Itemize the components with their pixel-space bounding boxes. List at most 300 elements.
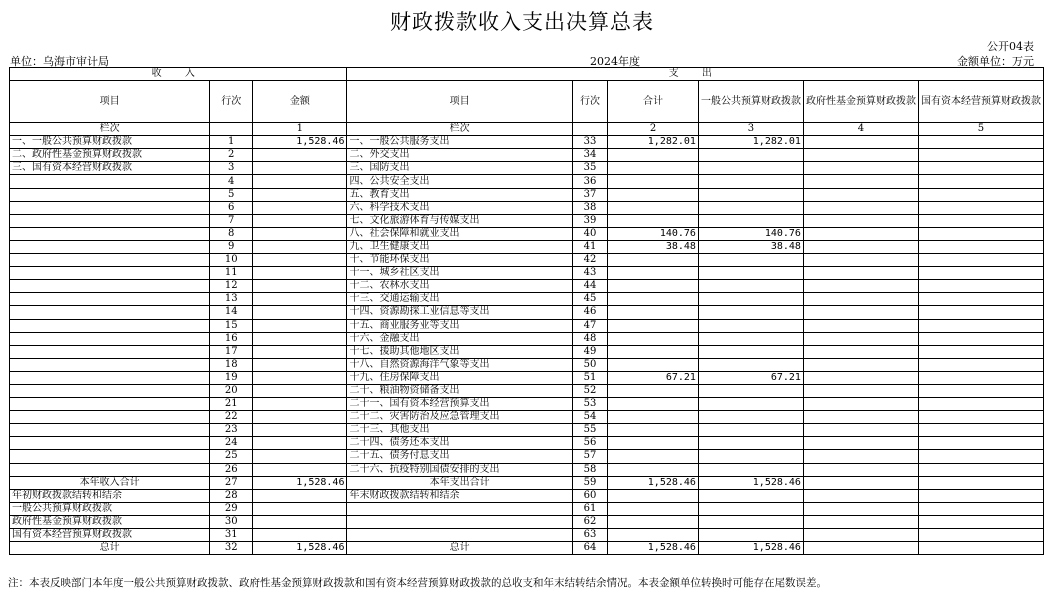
gov-fund-amount [803,201,918,214]
expense-row-no: 40 [572,227,607,240]
income-item: 一般公共预算财政拨款 [10,502,210,515]
income-row-no: 1 [210,136,253,149]
table-row [10,149,1044,162]
table-row [10,515,1044,528]
general-budget-amount [698,162,803,175]
expense-item: 十四、资源勘探工业信息等支出 [347,306,572,319]
income-item [10,384,210,397]
general-budget-amount [698,398,803,411]
general-budget-amount: 1,282.01 [698,136,803,149]
state-capital-amount [918,515,1043,528]
expense-total: 38.48 [608,240,699,253]
income-amount [253,437,347,450]
table-row [10,398,1044,411]
expense-row-no: 41 [572,240,607,253]
income-row-no: 26 [210,463,253,476]
gov-fund-amount [803,358,918,371]
expense-row-no: 45 [572,293,607,306]
income-item [10,175,210,188]
expense-item: 十、节能环保支出 [347,254,572,267]
gov-fund-amount [803,319,918,332]
state-capital-header: 国有资本经营预算财政拨款 [918,81,1043,123]
income-amount [253,214,347,227]
gov-fund-amount [803,398,918,411]
general-budget-amount [698,319,803,332]
state-capital-amount [918,332,1043,345]
form-number: 公开04表 [987,40,1034,53]
income-item: 一、一般公共预算财政拨款 [10,136,210,149]
income-amount [253,240,347,253]
column-label-cell [572,123,607,136]
gov-fund-amount [803,384,918,397]
table-row [10,358,1044,371]
income-item [10,240,210,253]
state-capital-amount [918,358,1043,371]
income-item: 国有资本经营预算财政拨款 [10,529,210,542]
gov-fund-amount [803,227,918,240]
expense-total [608,254,699,267]
column-number-2: 2 [608,123,699,136]
table-row [10,489,1044,502]
expense-item: 十六、金融支出 [347,332,572,345]
general-budget-header: 一般公共预算财政拨款 [698,81,803,123]
state-capital-amount [918,319,1043,332]
expense-item: 三、国防支出 [347,162,572,175]
income-item: 总计 [10,542,210,555]
expense-row-no: 63 [572,529,607,542]
gov-fund-amount [803,149,918,162]
general-budget-amount [698,424,803,437]
income-row-no: 28 [210,489,253,502]
table-row [10,227,1044,240]
expense-total [608,345,699,358]
column-label-cell: 栏次 [10,123,210,136]
expense-row-no: 53 [572,398,607,411]
expense-row-no: 36 [572,175,607,188]
footnote: 注：本表反映部门本年度一般公共预算财政拨款、政府性基金预算财政拨款和国有资本经营预算财政拨款的总收支和年末结转结余情况。本表金额单位转换时可能存在尾数误差。 [8,577,827,589]
expense-row-no: 64 [572,542,607,555]
expense-row-no: 61 [572,502,607,515]
general-budget-amount: 67.21 [698,371,803,384]
expense-item: 本年支出合计 [347,476,572,489]
expense-total [608,162,699,175]
state-capital-amount [918,502,1043,515]
expense-row-no: 48 [572,332,607,345]
reporting-unit: 单位：乌海市审计局 [10,55,109,68]
general-budget-amount [698,332,803,345]
gov-fund-amount [803,450,918,463]
expense-total [608,280,699,293]
income-amount [253,358,347,371]
income-item [10,188,210,201]
expense-row-no: 37 [572,188,607,201]
state-capital-amount [918,293,1043,306]
table-row [10,542,1044,555]
state-capital-amount [918,345,1043,358]
expense-row-no: 62 [572,515,607,528]
table-row [10,371,1044,384]
column-label-cell [210,123,253,136]
table-row [10,162,1044,175]
expense-row-no: 54 [572,411,607,424]
gov-fund-amount [803,214,918,227]
state-capital-amount [918,227,1043,240]
expense-row-no: 42 [572,254,607,267]
income-item [10,463,210,476]
general-budget-amount [698,437,803,450]
income-item-header: 项目 [10,81,210,123]
expense-item: 十九、住房保障支出 [347,371,572,384]
income-row-no: 30 [210,515,253,528]
state-capital-amount [918,162,1043,175]
gov-fund-amount [803,489,918,502]
gov-fund-amount [803,476,918,489]
state-capital-amount [918,411,1043,424]
gov-fund-amount [803,345,918,358]
income-amount [253,398,347,411]
gov-fund-amount [803,188,918,201]
expense-item: 年末财政拨款结转和结余 [347,489,572,502]
income-amount [253,280,347,293]
table-row [10,136,1044,149]
expense-item: 八、社会保障和就业支出 [347,227,572,240]
income-amount [253,411,347,424]
general-budget-amount [698,529,803,542]
expense-row-no: 47 [572,319,607,332]
expense-total [608,384,699,397]
expense-row-no: 35 [572,162,607,175]
expense-row-no: 33 [572,136,607,149]
expense-total [608,306,699,319]
expense-total: 67.21 [608,371,699,384]
income-item: 年初财政拨款结转和结余 [10,489,210,502]
expense-total [608,293,699,306]
expense-item: 二十二、灾害防治及应急管理支出 [347,411,572,424]
general-budget-amount [698,188,803,201]
state-capital-amount [918,306,1043,319]
state-capital-amount [918,398,1043,411]
state-capital-amount [918,384,1043,397]
expense-total [608,424,699,437]
expense-section-header: 支 出 [347,68,1044,81]
table-row [10,437,1044,450]
column-number-4: 4 [803,123,918,136]
expense-row-no: 57 [572,450,607,463]
state-capital-amount [918,529,1043,542]
expense-row-no: 50 [572,358,607,371]
income-row-no: 17 [210,345,253,358]
income-amount [253,345,347,358]
gov-fund-amount [803,424,918,437]
expense-row-no: 43 [572,267,607,280]
general-budget-amount [698,515,803,528]
expense-row-no: 39 [572,214,607,227]
income-amount [253,384,347,397]
general-budget-amount [698,306,803,319]
table-row [10,450,1044,463]
table-row [10,411,1044,424]
state-capital-amount [918,463,1043,476]
table-row [10,188,1044,201]
table-row [10,214,1044,227]
expense-item: 二十一、国有资本经营预算支出 [347,398,572,411]
income-row-no: 12 [210,280,253,293]
income-item [10,306,210,319]
income-item [10,358,210,371]
general-budget-amount [698,293,803,306]
income-row-no: 24 [210,437,253,450]
expense-total [608,411,699,424]
general-budget-amount [698,149,803,162]
gov-fund-amount [803,254,918,267]
state-capital-amount [918,437,1043,450]
income-row-no: 2 [210,149,253,162]
currency-unit: 金额单位：万元 [957,55,1034,68]
expense-item: 总计 [347,542,572,555]
expense-row-no-header: 行次 [572,81,607,123]
expense-item: 一、一般公共服务支出 [347,136,572,149]
general-budget-amount [698,345,803,358]
expense-total [608,175,699,188]
expense-item: 十三、交通运输支出 [347,293,572,306]
table-row [10,476,1044,489]
table-row [10,280,1044,293]
table-row [10,201,1044,214]
general-budget-amount [698,267,803,280]
table-row [10,502,1044,515]
expense-item: 七、文化旅游体育与传媒支出 [347,214,572,227]
general-budget-amount [698,201,803,214]
expense-total: 140.76 [608,227,699,240]
expense-row-no: 49 [572,345,607,358]
expense-row-no: 60 [572,489,607,502]
income-item [10,201,210,214]
state-capital-amount [918,450,1043,463]
state-capital-amount [918,175,1043,188]
gov-fund-amount [803,306,918,319]
income-row-no: 18 [210,358,253,371]
income-amount [253,502,347,515]
general-budget-amount [698,280,803,293]
state-capital-amount [918,489,1043,502]
income-amount [253,515,347,528]
expense-total [608,437,699,450]
gov-fund-amount [803,136,918,149]
income-row-no: 3 [210,162,253,175]
general-budget-amount: 38.48 [698,240,803,253]
expense-item [347,529,572,542]
income-row-no: 20 [210,384,253,397]
expense-item: 二十四、债务还本支出 [347,437,572,450]
income-item [10,227,210,240]
table-row [10,319,1044,332]
gov-fund-amount [803,267,918,280]
column-number-1: 1 [253,123,347,136]
gov-fund-amount [803,437,918,450]
income-item [10,332,210,345]
gov-fund-amount [803,240,918,253]
income-row-no: 7 [210,214,253,227]
income-row-no: 11 [210,267,253,280]
state-capital-amount [918,136,1043,149]
expense-item: 九、卫生健康支出 [347,240,572,253]
table-row [10,306,1044,319]
expense-item: 十一、城乡社区支出 [347,267,572,280]
income-amount [253,149,347,162]
state-capital-amount [918,149,1043,162]
income-amount [253,175,347,188]
income-item [10,293,210,306]
general-budget-amount [698,463,803,476]
expense-total [608,398,699,411]
income-amount [253,424,347,437]
income-item: 本年收入合计 [10,476,210,489]
expense-item [347,502,572,515]
income-amount [253,319,347,332]
income-row-no: 14 [210,306,253,319]
gov-fund-header: 政府性基金预算财政拨款 [803,81,918,123]
income-amount [253,267,347,280]
expense-total [608,149,699,162]
expense-item: 二十三、其他支出 [347,424,572,437]
expense-total: 1,282.01 [608,136,699,149]
income-amount [253,293,347,306]
income-amount [253,254,347,267]
expense-total [608,214,699,227]
expense-total-header: 合计 [608,81,699,123]
income-item: 二、政府性基金预算财政拨款 [10,149,210,162]
gov-fund-amount [803,162,918,175]
gov-fund-amount [803,529,918,542]
state-capital-amount [918,280,1043,293]
column-label-cell: 栏次 [347,123,572,136]
expense-total [608,450,699,463]
income-row-no: 10 [210,254,253,267]
expense-total [608,529,699,542]
general-budget-amount [698,411,803,424]
expense-item: 二十、粮油物资储备支出 [347,384,572,397]
state-capital-amount [918,542,1043,555]
table-row [10,529,1044,542]
state-capital-amount [918,476,1043,489]
gov-fund-amount [803,371,918,384]
table-row [10,384,1044,397]
general-budget-amount [698,254,803,267]
income-row-no: 16 [210,332,253,345]
expense-row-no: 58 [572,463,607,476]
report-year: 2024年度 [590,55,640,68]
expense-total [608,502,699,515]
expense-item-header: 项目 [347,81,572,123]
income-item [10,214,210,227]
income-item [10,345,210,358]
column-number-5: 5 [918,123,1043,136]
income-amount: 1,528.46 [253,136,347,149]
income-amount [253,489,347,502]
income-row-no: 23 [210,424,253,437]
income-item [10,411,210,424]
expense-item: 六、科学技术支出 [347,201,572,214]
expense-total [608,332,699,345]
gov-fund-amount [803,463,918,476]
income-amount [253,463,347,476]
expense-item [347,515,572,528]
expense-item: 二、外交支出 [347,149,572,162]
expense-total [608,489,699,502]
expense-row-no: 46 [572,306,607,319]
income-item [10,319,210,332]
general-budget-amount: 1,528.46 [698,542,803,555]
expense-total: 1,528.46 [608,542,699,555]
income-row-no: 32 [210,542,253,555]
general-budget-amount [698,358,803,371]
income-amount [253,306,347,319]
expense-total [608,267,699,280]
income-amount [253,227,347,240]
expense-row-no: 59 [572,476,607,489]
income-row-no: 22 [210,411,253,424]
income-item [10,371,210,384]
income-amount: 1,528.46 [253,476,347,489]
general-budget-amount [698,384,803,397]
budget-table [9,67,1044,555]
income-item [10,254,210,267]
expense-item: 二十六、抗疫特别国债安排的支出 [347,463,572,476]
expense-item: 十五、商业服务业等支出 [347,319,572,332]
expense-row-no: 44 [572,280,607,293]
income-item [10,424,210,437]
state-capital-amount [918,188,1043,201]
expense-total [608,358,699,371]
income-item [10,450,210,463]
column-number-3: 3 [698,123,803,136]
income-row-no: 25 [210,450,253,463]
gov-fund-amount [803,542,918,555]
general-budget-amount [698,489,803,502]
report-title: 财政拨款收入支出决算总表 [390,10,654,34]
income-row-no: 4 [210,175,253,188]
income-amount [253,371,347,384]
income-row-no-header: 行次 [210,81,253,123]
expense-total [608,463,699,476]
gov-fund-amount [803,175,918,188]
state-capital-amount [918,424,1043,437]
expense-item: 十二、农林水支出 [347,280,572,293]
income-row-no: 19 [210,371,253,384]
expense-row-no: 55 [572,424,607,437]
expense-item: 五、教育支出 [347,188,572,201]
income-row-no: 27 [210,476,253,489]
table-row [10,463,1044,476]
general-budget-amount [698,175,803,188]
table-row [10,424,1044,437]
gov-fund-amount [803,515,918,528]
expense-total: 1,528.46 [608,476,699,489]
income-amount-header: 金额 [253,81,347,123]
income-row-no: 5 [210,188,253,201]
expense-row-no: 52 [572,384,607,397]
income-amount [253,201,347,214]
state-capital-amount [918,240,1043,253]
expense-item: 十七、援助其他地区支出 [347,345,572,358]
state-capital-amount [918,254,1043,267]
expense-total [608,188,699,201]
gov-fund-amount [803,502,918,515]
income-row-no: 21 [210,398,253,411]
income-item [10,267,210,280]
income-amount [253,188,347,201]
expense-row-no: 56 [572,437,607,450]
